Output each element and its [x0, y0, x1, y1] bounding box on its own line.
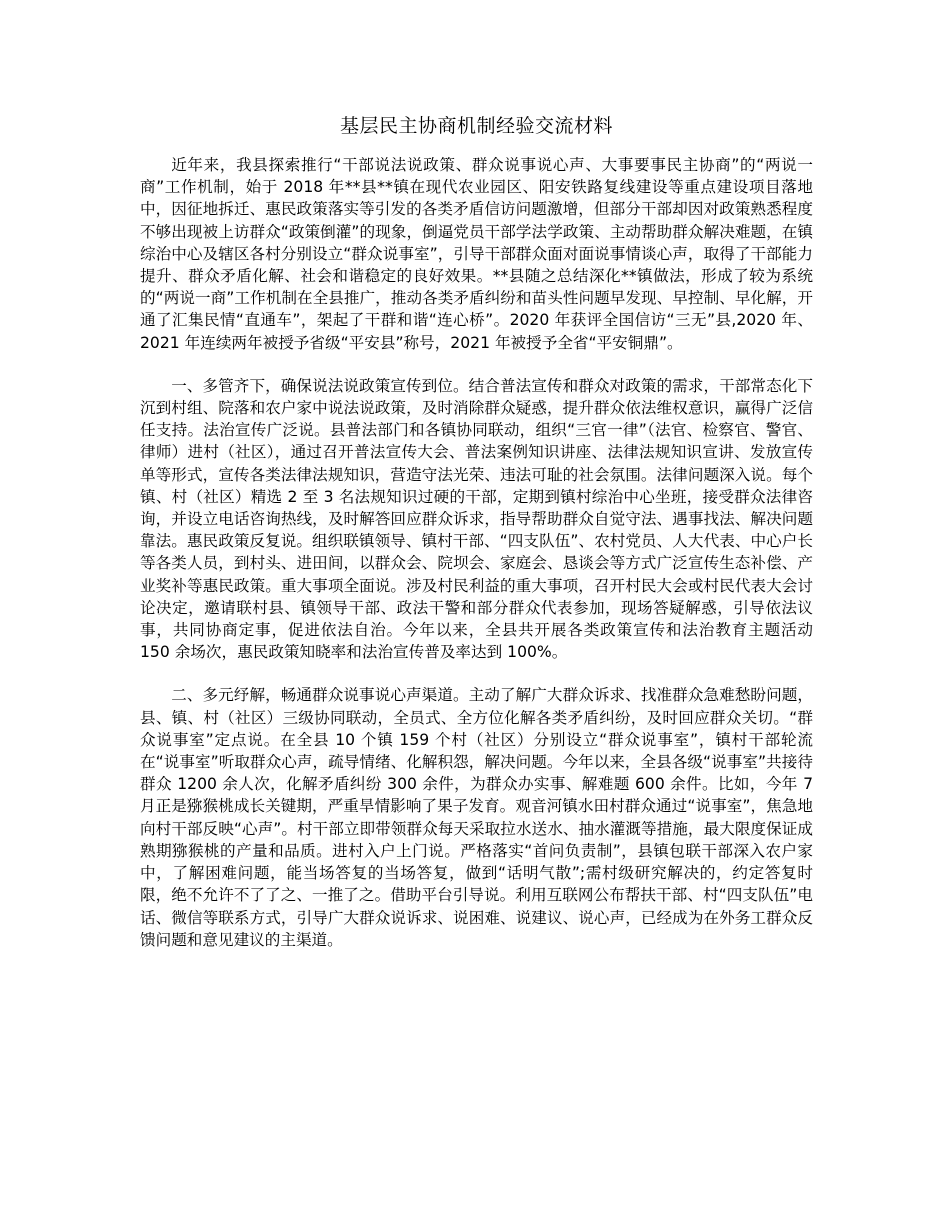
paragraph-section-two: 二、多元纾解，畅通群众说事说心声渠道。主动了解广大群众诉求、找准群众急难愁盼问题，县、镇、村（社区）三级协同联动，全员式、全方位化解各类矛盾纠纷，及时回应群众关切。“群众说事室”定点说。在全县 10 个镇 159 个村（社区）分别设立“群众说事室”，镇村干部轮流在“说事室”听取群众心声，疏导情绪、化解积怨，解决问题。今年以来，全县各级“说事室”共接待群众 1200 余人次，化解矛盾纠纷 300 余件，为群众办实事、解难题 600 余件。比如，今年 7 月正是猕猴桃成长关键期，严重旱情影响了果子发育。观音河镇水田村群众通过“说事室”，焦急地向村干部反映“心声”。村干部立即带领群众每天采取拉水送水、抽水灌溉等措施，最大限度保证成熟期猕猴桃的产量和品质。进村入户上门说。严格落实“首问负责制”，县镇包联干部深入农户家中，了解困难问题，能当场答复的当场答复，做到“话明气散”;需村级研究解决的，约定答复时限，绝不允许不了了之、一推了之。借助平台引导说。利用互联网公布帮扶干部、村“四支队伍”电话、微信等联系方式，引导广大群众说诉求、说困难、说建议、说心声，已经成为在外务工群众反馈问题和意见建议的主渠道。: [140, 686, 813, 949]
paragraph-intro: 近年来，我县探索推行“干部说法说政策、群众说事说心声、大事要事民主协商”的“两说一商”工作机制，始于 2018 年**县**镇在现代农业园区、阳安铁路复线建设等重点建设项目落地中，因征地拆迁、惠民政策落实等引发的各类矛盾信访问题激增，但部分干部却因对政策熟悉程度不够出现被上访群众“政策倒灌”的现象，倒逼党员干部学法学政策、主动帮助群众解决难题，在镇综治中心及辖区各村分别设立“群众说事室”，引导干部群众面对面说事情谈心声，取得了干部能力提升、群众矛盾化解、社会和谐稳定的良好效果。**县随之总结深化**镇做法，形成了较为系统的“两说一商”工作机制在全县推广，推动各类矛盾纠纷和苗头性问题早发现、早控制、早化解，开通了汇集民情“直通车”，架起了干群和谐“连心桥”。2020 年获评全国信访“三无”县,2020 年、2021 年连续两年被授予省级“平安县”称号，2021 年被授予全省“平安铜鼎”。: [140, 156, 813, 352]
paragraph-section-one: 一、多管齐下，确保说法说政策宣传到位。结合普法宣传和群众对政策的需求，干部常态化下沉到村组、院落和农户家中说法说政策，及时消除群众疑惑，提升群众依法维权意识，赢得广泛信任支持。法治宣传广泛说。县普法部门和各镇协同联动，组织“三官一律”（法官、检察官、警官、律师）进村（社区），通过召开普法宣传大会、普法案例知识讲座、法律法规知识宣讲、发放宣传单等形式，宣传各类法律法规知识，营造守法光荣、违法可耻的社会氛围。法律问题深入说。每个镇、村（社区）精选 2 至 3 名法规知识过硬的干部，定期到镇村综治中心坐班，接受群众法律咨询，并设立电话咨询热线，及时解答回应群众诉求，指导帮助群众自觉守法、遇事找法、解决问题靠法。惠民政策反复说。组织联镇领导、镇村干部、“四支队伍”、农村党员、人大代表、中心户长等各类人员，到村头、进田间，以群众会、院坝会、家庭会、恳谈会等方式广泛宣传生态补偿、产业奖补等惠民政策。重大事项全面说。涉及村民利益的重大事项，召开村民大会或村民代表大会讨论决定，邀请联村县、镇领导干部、政法干警和部分群众代表参加，现场答疑解惑，引导依法议事，共同协商定事，促进依法自治。今年以来，全县共开展各类政策宣传和法治教育主题活动 150 余场次，惠民政策知晓率和法治宣传普及率达到 100%。: [140, 376, 813, 662]
document-page: [140, 112, 813, 972]
document-title: 基层民主协商机制经验交流材料: [339, 115, 613, 137]
